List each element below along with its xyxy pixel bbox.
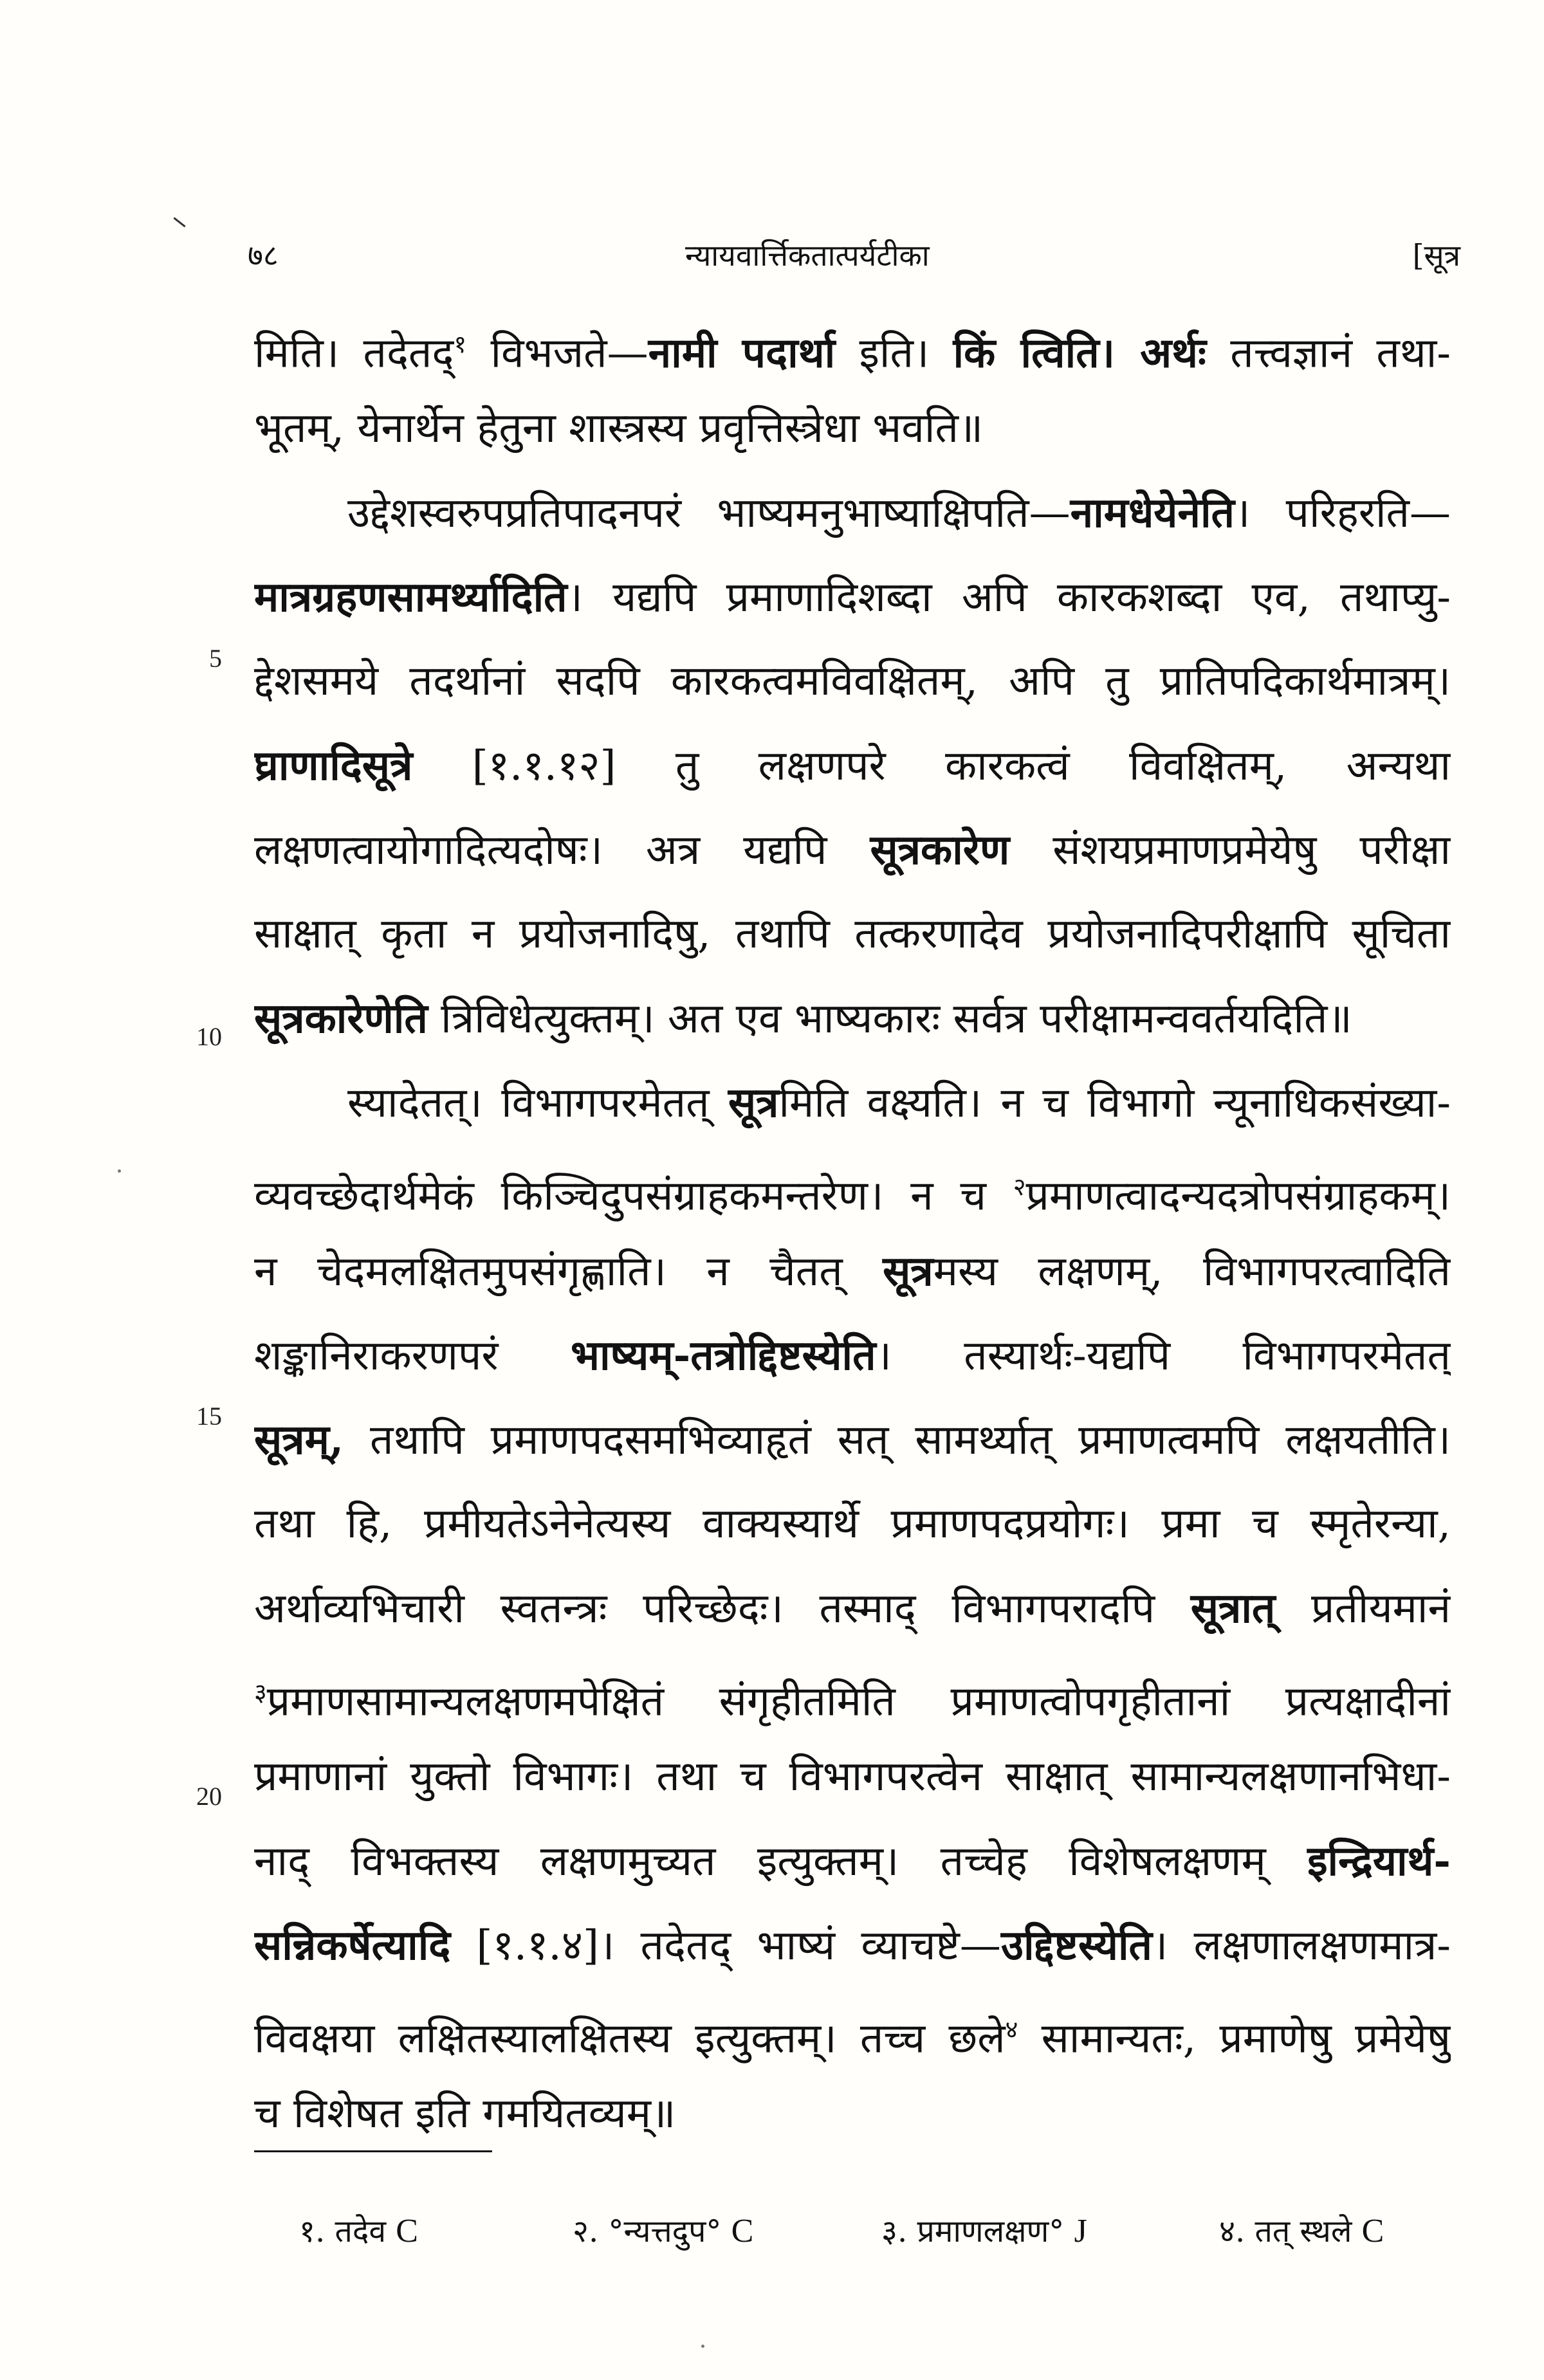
text-run: तथापि प्रमाणपदसमभिव्याहृतं सत् सामर्थ्यात् प्रमाणत्वमपि लक्षयतीति।	[344, 1416, 1451, 1464]
bold-lemma: इन्द्रियार्थ-	[1307, 1837, 1451, 1885]
footnote-number: ४.	[1219, 2213, 1245, 2249]
text-run: प्रमाणत्वादन्यदत्रोपसंग्राहकम्।	[1025, 1172, 1451, 1220]
footnote-text: °न्यत्तदुप°	[608, 2213, 722, 2249]
text-line	[254, 724, 1451, 808]
bold-lemma: भाष्यम्-तत्रोद्दिष्टस्येति	[570, 1332, 876, 1380]
footnote-item	[299, 2210, 418, 2251]
margin-tick-mark	[173, 217, 185, 228]
page-header	[248, 235, 1460, 286]
text-line	[254, 892, 1451, 976]
footnote-source: C	[731, 2213, 754, 2249]
text-run: द्देशसमये तदर्थानां सदपि कारकत्वमविवक्षितम्, अपि तु प्रातिपदिकार्थमात्रम्।	[254, 657, 1451, 705]
scan-speck	[701, 2345, 704, 2348]
running-title: न्यायवार्त्तिकतात्पर्यटीका	[685, 238, 930, 273]
line-number-5: 5	[209, 644, 222, 673]
footnote-number: २.	[573, 2213, 599, 2249]
text-line	[254, 1988, 1451, 2072]
text-run: संशयप्रमाणप्रमेयेषु परीक्षा	[1009, 827, 1451, 874]
text-run: मिति वक्ष्यति। न च विभागो न्यूनाधिकसंख्या-	[778, 1079, 1451, 1127]
footnote-separator	[254, 2150, 492, 2152]
page-number: ७८	[248, 238, 279, 273]
text-line	[254, 1566, 1451, 1651]
text-run: उद्देशस्वरुपप्रतिपादनपरं भाष्यमनुभाष्याक्षिपति—	[347, 490, 1071, 537]
text-line	[254, 808, 1451, 892]
bold-lemma: मात्रग्रहणसामर्थ्यादिति	[254, 573, 567, 621]
text-run: प्रमाणसामान्यलक्षणमपेक्षितं संगृहीतमिति प्रमाणत्वोपगृहीतानां प्रत्यक्षादीनां	[266, 1678, 1451, 1726]
text-run: नाद् विभक्तस्य लक्षणमुच्यत इत्युक्तम्। तच्चेह विशेषलक्षणम्	[254, 1838, 1308, 1885]
text-line	[254, 1482, 1451, 1566]
text-run: [१.१.४]। तदेतद् भाष्यं व्याचष्टे—	[450, 1922, 1001, 1970]
line-number-10: 10	[196, 1022, 222, 1051]
text-run: इति।	[835, 329, 953, 378]
text-line	[254, 976, 1451, 1061]
text-line	[254, 302, 1451, 387]
text-run: स्यादेतत्। विभागपरमेतत्	[347, 1079, 728, 1127]
bold-lemma: नामधेयेनेति	[1070, 489, 1235, 537]
section-marker: [सूत्र	[1412, 238, 1460, 273]
footnote-ref: २	[1013, 1173, 1026, 1201]
text-run: मस्य लक्षणम्, विभागपरत्वादिति	[933, 1248, 1451, 1295]
text-run: । परिहरति—	[1235, 490, 1451, 537]
text-run: साक्षात् कृता न प्रयोजनादिषु, तथापि तत्करणादेव प्रयोजनादिपरीक्षापि सूचिता	[254, 910, 1451, 958]
footnote-ref: ४	[1005, 2015, 1018, 2044]
text-line	[254, 1903, 1451, 1988]
text-run: भूतम्, येनार्थेन हेतुना शास्त्रस्य प्रवृत्तिस्त्रेधा भवति॥	[254, 405, 984, 452]
footnote-item	[1219, 2210, 1384, 2251]
text-line	[254, 639, 1451, 724]
text-line	[254, 1145, 1451, 1229]
text-line	[254, 1314, 1451, 1398]
text-line	[254, 1398, 1451, 1482]
text-run: अर्थाव्यभिचारी स्वतन्त्रः परिच्छेदः। तस्माद् विभागपरादपि	[254, 1585, 1191, 1633]
text-line	[254, 1735, 1451, 1819]
text-line	[254, 555, 1451, 639]
bold-lemma: नामी पदार्था	[648, 329, 836, 378]
footnote-source: C	[396, 2213, 418, 2249]
text-run: व्यवच्छेदार्थमेकं किञ्चिदुपसंग्राहकमन्तरेण। न च	[254, 1172, 1013, 1220]
line-number-15: 15	[196, 1402, 222, 1431]
footnote-ref: १	[454, 330, 467, 358]
text-run: न चेदमलक्षितमुपसंगृह्णाति। न चैतत्	[254, 1248, 883, 1295]
text-run: मिति। तदेतद्	[254, 329, 454, 378]
text-line	[254, 1229, 1451, 1314]
text-run: शङ्कानिराकरणपरं	[254, 1332, 571, 1380]
text-line	[254, 1819, 1451, 1903]
text-run: सामान्यतः, प्रमाणेषु प्रमेयेषु	[1018, 2015, 1451, 2063]
text-line	[254, 1061, 1451, 1145]
text-run: प्रतीयमानं	[1275, 1585, 1451, 1633]
commentary-text	[254, 302, 1451, 2156]
text-line	[254, 2072, 1451, 2156]
text-line	[254, 387, 1451, 471]
text-run: । लक्षणालक्षणमात्र-	[1152, 1922, 1451, 1970]
footnote-item	[573, 2210, 753, 2251]
text-line	[254, 471, 1451, 555]
footnote-number: १.	[299, 2213, 326, 2249]
footnote-ref: ३	[254, 1678, 267, 1707]
bold-lemma: घ्राणादिसूत्रे	[254, 742, 413, 790]
text-line	[254, 1651, 1451, 1735]
footnote-number: ३.	[881, 2213, 908, 2249]
bold-lemma: सन्निकर्षेत्यादि	[254, 1921, 451, 1970]
bold-lemma: सूत्र	[728, 1079, 779, 1127]
text-run: विभजते—	[466, 329, 648, 378]
footnote-source: C	[1361, 2213, 1384, 2249]
text-run: लक्षणत्वायोगादित्यदोषः। अत्र यद्यपि	[254, 827, 870, 874]
footnote-text: तत् स्थले	[1254, 2213, 1352, 2249]
text-run: तथा हि, प्रमीयतेऽनेनेत्यस्य वाक्यस्यार्थे प्रमाणपदप्रयोगः। प्रमा च स्मृतेरन्या,	[254, 1500, 1451, 1548]
text-run: प्रमाणानां युक्तो विभागः। तथा च विभागपरत्वेन साक्षात् सामान्यलक्षणानभिधा-	[254, 1753, 1451, 1800]
footnotes	[254, 2210, 1451, 2261]
line-number-20: 20	[196, 1782, 222, 1811]
footnote-item	[881, 2210, 1087, 2251]
bold-lemma: सूत्रम्,	[254, 1416, 344, 1464]
footnote-text: प्रमाणलक्षण°	[917, 2213, 1065, 2249]
text-run: । तस्यार्थः-यद्यपि विभागपरमेतत्	[876, 1332, 1451, 1380]
bold-lemma: सूत्रकारेण	[870, 826, 1010, 874]
bold-lemma: सूत्र	[883, 1247, 933, 1295]
footnote-source: J	[1074, 2213, 1087, 2249]
scan-speck	[118, 1169, 121, 1173]
text-run: [१.१.१२] तु लक्षणपरे कारकत्वं विवक्षितम्, अन्यथा	[412, 742, 1451, 790]
text-run: तत्त्वज्ञानं तथा-	[1206, 329, 1451, 378]
bold-lemma: सूत्रात्	[1190, 1584, 1276, 1633]
text-run: त्रिविधेत्युक्तम्। अत एव भाष्यकारः सर्वत्र परीक्षामन्ववर्तयदिति॥	[427, 995, 1352, 1043]
footnote-text: तदेव	[335, 2213, 387, 2249]
bold-lemma: सूत्रकारेणेति	[254, 994, 428, 1043]
bold-lemma: उद्दिष्टस्येति	[1000, 1921, 1153, 1970]
text-run: । यद्यपि प्रमाणादिशब्दा अपि कारकशब्दा एव, तथाप्यु-	[567, 574, 1451, 621]
bold-lemma: किं त्विति। अर्थः	[953, 329, 1206, 378]
text-run: च विशेषत इति गमयितव्यम्॥	[254, 2090, 676, 2137]
text-run: विवक्षया लक्षितस्यालक्षितस्य इत्युक्तम्। तच्च छले	[254, 2015, 1006, 2063]
